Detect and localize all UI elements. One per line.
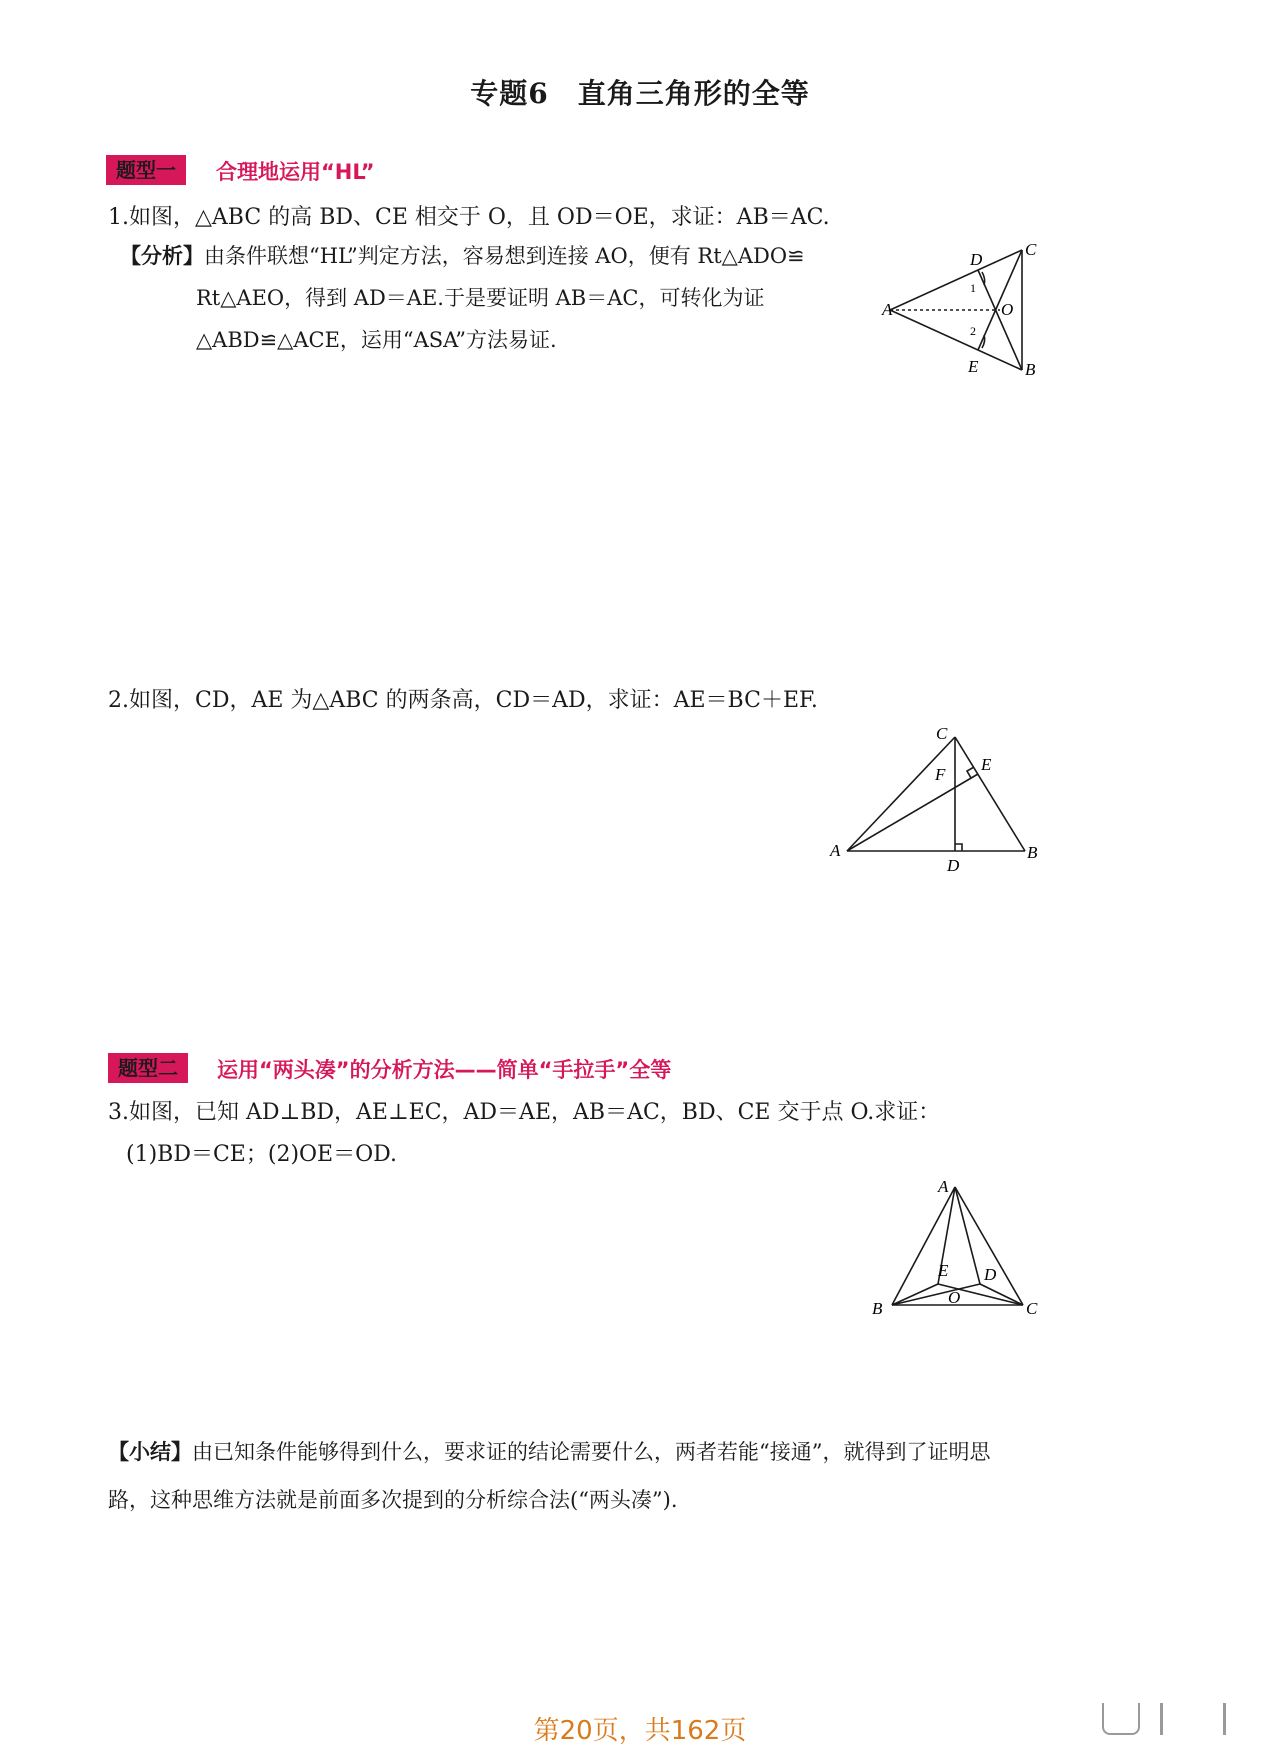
scroll-control-icon[interactable] [1102,1703,1140,1735]
segment-AD [955,1187,980,1284]
menu-handle-icon[interactable] [1160,1703,1226,1735]
segment-AB [890,310,1022,370]
label-B: B [872,1299,883,1318]
label-A: A [938,1177,949,1196]
segment-AB [892,1187,955,1305]
label-B: B [1027,843,1038,862]
segment-AC [847,737,955,851]
figure-3 [860,1172,1060,1322]
analysis-line-1 [120,235,805,277]
label-C: C [1025,240,1037,259]
label-A: A [830,841,841,860]
label-B: B [1025,360,1036,379]
segment-BD [892,1284,980,1305]
question-2-text: 2.如图，CD，AE 为△ABC 的两条高，CD＝AD，求证：AE＝BC＋EF. [108,688,818,713]
label-D: D [984,1265,997,1284]
label-E: E [938,1261,949,1280]
analysis-text-1: 由条件联想“HL”判定方法，容易想到连接 AO，便有 Rt△ADO≌ [204,244,805,268]
label-D: D [947,856,960,875]
summary [108,1428,990,1524]
label-angle-1: 1 [970,281,976,295]
section-tag-2: 题型二 [108,1053,188,1083]
label-C: C [1026,1299,1038,1318]
label-A: A [882,300,893,319]
segment-BE [892,1284,938,1305]
question-3-parts: (1)BD＝CE；(2)OE＝OD. [126,1142,398,1167]
page-indicator: 第20页，共162页 [533,1716,747,1746]
question-3-text: 3.如图，已知 AD⊥BD，AE⊥EC，AD＝AE，AB＝AC，BD、CE 交于点 O.求证： [108,1100,941,1125]
label-O: O [1001,300,1014,319]
summary-label: 【小结】 [108,1439,192,1464]
label-F: F [935,765,946,784]
figure-2 [820,718,1050,878]
label-angle-2: 2 [970,324,976,338]
section-title-2: 运用“两头凑”的分析方法——简单“手拉手”全等 [217,1058,672,1082]
summary-text-1: 由已知条件能够得到什么，要求证的结论需要什么，两者若能“接通”，就得到了证明思 [192,1440,991,1464]
label-E: E [968,357,979,376]
section-tag-1: 题型一 [106,155,186,185]
label-D: D [970,250,983,269]
question-1-analysis [120,235,805,361]
figure-1 [860,235,1060,385]
analysis-label: 【分析】 [120,243,204,268]
summary-line-1 [108,1428,990,1476]
label-O: O [948,1288,961,1307]
section-title-1: 合理地运用“HL” [216,160,375,184]
right-angle-D [955,844,962,851]
page-title: 专题6 直角三角形的全等 [470,77,810,110]
label-C: C [936,724,948,743]
analysis-line-2: Rt△AEO，得到 AD＝AE.于是要证明 AB＝AC，可转化为证 [196,286,765,310]
label-E: E [981,755,992,774]
analysis-line-3: △ABD≌△ACE，运用“ASA”方法易证. [196,328,557,352]
question-1-text: 1.如图，△ABC 的高 BD、CE 相交于 O，且 OD＝OE，求证：AB＝AC. [108,205,830,230]
summary-line-2: 路，这种思维方法就是前面多次提到的分析综合法(“两头凑”). [108,1488,678,1512]
segment-AE [847,774,978,851]
